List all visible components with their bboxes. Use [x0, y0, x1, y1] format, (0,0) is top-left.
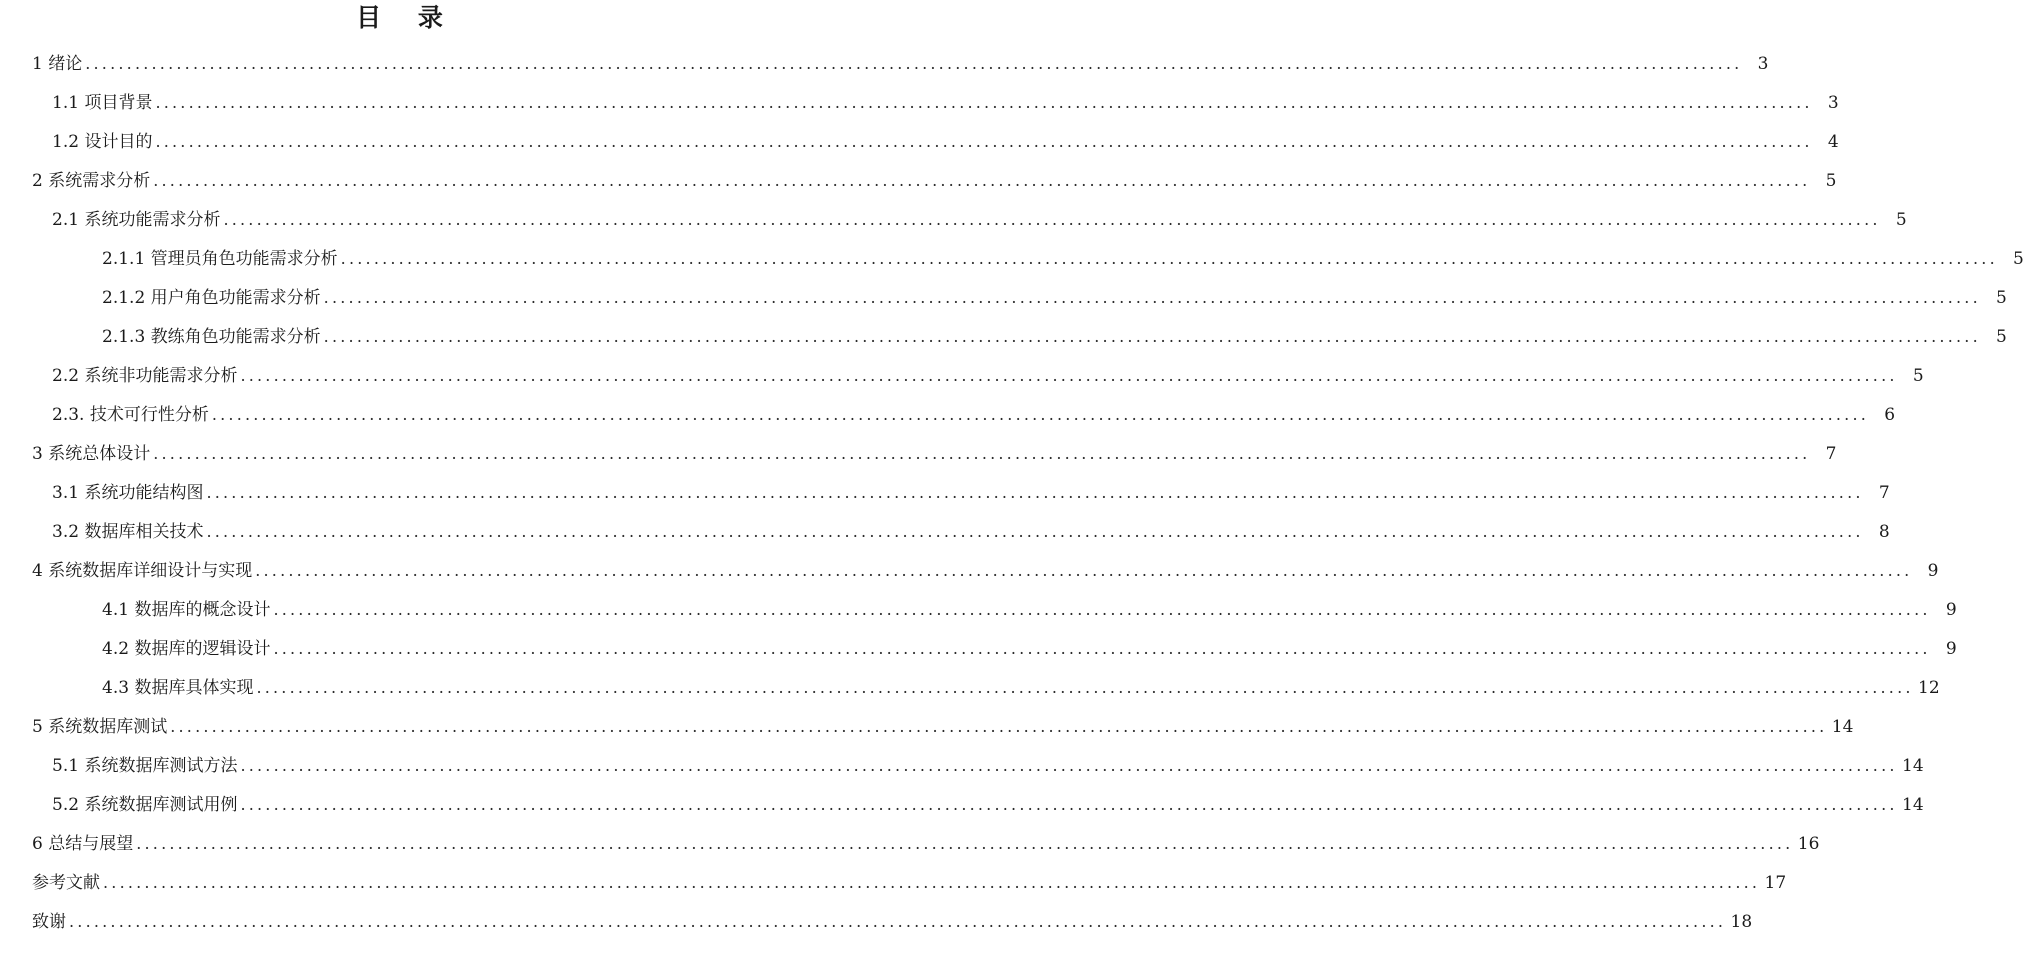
toc-entry-page: 8	[1878, 522, 1890, 542]
toc-entry[interactable]	[32, 161, 1837, 200]
toc-leader-dots: ........................................................................................................................................................................................................	[85, 54, 1743, 73]
toc-entry-page: 3	[1827, 93, 1839, 113]
toc-entry[interactable]	[52, 83, 1839, 122]
toc-entry-label: 3.1 系统功能结构图	[52, 483, 204, 503]
toc-entry-label: 致谢	[32, 912, 66, 932]
toc-entry-page: 9	[1945, 639, 1957, 659]
toc-entry-label: 2.1.2 用户角色功能需求分析	[102, 288, 321, 308]
toc-leader-dots: ........................................................................................................................................................................................................	[255, 561, 1913, 580]
toc-entry-label: 1 绪论	[32, 54, 83, 74]
toc-entry[interactable]	[52, 785, 1924, 824]
toc-entry-label: 5 系统数据库测试	[32, 717, 168, 737]
toc-entry-label: 6 总结与展望	[32, 834, 134, 854]
toc-leader-dots: ........................................................................................................................................................................................................	[170, 717, 1828, 736]
toc-leader-dots: ........................................................................................................................................................................................................	[155, 93, 1813, 112]
toc-leader-dots: ........................................................................................................................................................................................................	[69, 912, 1727, 931]
toc-entry-label: 1.1 项目背景	[52, 93, 153, 113]
toc-leader-dots: ........................................................................................................................................................................................................	[206, 483, 1864, 502]
toc-entry[interactable]	[32, 863, 1787, 902]
toc-entry-page: 5	[1912, 366, 1924, 386]
toc-entry[interactable]	[102, 317, 2007, 356]
toc-entry-label: 4.3 数据库具体实现	[102, 678, 254, 698]
toc-entry-label: 2 系统需求分析	[32, 171, 151, 191]
toc-leader-dots: ........................................................................................................................................................................................................	[273, 639, 1931, 658]
toc-entry[interactable]	[52, 200, 1907, 239]
toc-entry-page: 6	[1884, 405, 1896, 425]
toc-entry-page: 14	[1831, 717, 1854, 737]
toc-entry[interactable]	[102, 629, 1957, 668]
toc-entry-page: 7	[1878, 483, 1890, 503]
toc-entry-page: 5	[1996, 327, 2007, 347]
toc-entry[interactable]	[52, 746, 1924, 785]
toc-leader-dots: ........................................................................................................................................................................................................	[323, 288, 1981, 307]
toc-entry-page: 7	[1825, 444, 1837, 464]
toc-leader-dots: ........................................................................................................................................................................................................	[323, 327, 1981, 346]
toc-entry[interactable]	[52, 356, 1924, 395]
toc-entry-page: 14	[1902, 795, 1924, 815]
toc-entry[interactable]	[32, 434, 1837, 473]
toc-entry-page: 16	[1797, 834, 1820, 854]
toc-entry[interactable]	[52, 512, 1890, 551]
toc-entry-page: 14	[1902, 756, 1924, 776]
toc-leader-dots: ........................................................................................................................................................................................................	[223, 210, 1881, 229]
toc-entry-label: 参考文献	[32, 873, 100, 893]
toc-entry[interactable]	[52, 122, 1839, 161]
toc-entry-label: 1.2 设计目的	[52, 132, 153, 152]
toc-entry[interactable]	[32, 824, 1820, 863]
toc-entry[interactable]	[52, 473, 1890, 512]
toc-entry[interactable]	[32, 707, 1854, 746]
toc-leader-dots: ........................................................................................................................................................................................................	[340, 249, 1998, 268]
toc-entry-label: 3.2 数据库相关技术	[52, 522, 204, 542]
toc-entry[interactable]	[102, 239, 2024, 278]
toc-entry[interactable]	[102, 590, 1957, 629]
toc-entry-label: 4.2 数据库的逻辑设计	[102, 639, 271, 659]
toc-leader-dots: ........................................................................................................................................................................................................	[211, 405, 1870, 424]
toc-leader-dots: ........................................................................................................................................................................................................	[256, 678, 1914, 697]
toc-entry[interactable]	[102, 278, 2007, 317]
toc-entry-page: 5	[1996, 288, 2007, 308]
toc-entry-label: 5.1 系统数据库测试方法	[52, 756, 238, 776]
toc-entry-label: 2.1.1 管理员角色功能需求分析	[102, 249, 338, 269]
toc-leader-dots: ........................................................................................................................................................................................................	[153, 444, 1811, 463]
toc-entry-label: 4.1 数据库的概念设计	[102, 600, 271, 620]
toc-leader-dots: ........................................................................................................................................................................................................	[206, 522, 1864, 541]
toc-entry-page: 9	[1945, 600, 1957, 620]
toc-entry-page: 9	[1927, 561, 1939, 581]
toc-entry[interactable]	[32, 902, 1753, 941]
toc-entry-page: 4	[1827, 132, 1839, 152]
toc-entry-page: 17	[1764, 873, 1787, 893]
toc-entry[interactable]	[102, 668, 1940, 707]
toc-entry-page: 5	[1825, 171, 1837, 191]
toc-entry-page: 18	[1730, 912, 1753, 932]
toc-entry-page: 5	[1895, 210, 1907, 230]
toc-title: 目 录	[356, 3, 457, 32]
toc-entry-page: 12	[1918, 678, 1940, 698]
toc-entry[interactable]	[52, 395, 1896, 434]
toc-entry-page: 3	[1757, 54, 1769, 74]
toc-entry-label: 2.3. 技术可行性分析	[52, 405, 209, 425]
toc-leader-dots: ........................................................................................................................................................................................................	[240, 366, 1898, 385]
toc-leader-dots: ........................................................................................................................................................................................................	[155, 132, 1813, 151]
toc-leader-dots: ........................................................................................................................................................................................................	[240, 795, 1898, 814]
toc-leader-dots: ........................................................................................................................................................................................................	[153, 171, 1811, 190]
toc-entry[interactable]	[32, 551, 1939, 590]
toc-entry-label: 2.1.3 教练角色功能需求分析	[102, 327, 321, 347]
toc-entry-label: 4 系统数据库详细设计与实现	[32, 561, 253, 581]
toc-entry-label: 2.2 系统非功能需求分析	[52, 366, 238, 386]
toc-entry-label: 2.1 系统功能需求分析	[52, 210, 221, 230]
toc-leader-dots: ........................................................................................................................................................................................................	[273, 600, 1931, 619]
toc-entry-page: 5	[2013, 249, 2024, 269]
toc-entry[interactable]	[32, 44, 1769, 83]
toc-entry-label: 5.2 系统数据库测试用例	[52, 795, 238, 815]
toc-leader-dots: ........................................................................................................................................................................................................	[103, 873, 1761, 892]
toc-entry-label: 3 系统总体设计	[32, 444, 151, 464]
toc-leader-dots: ........................................................................................................................................................................................................	[136, 834, 1794, 853]
toc-leader-dots: ........................................................................................................................................................................................................	[240, 756, 1898, 775]
